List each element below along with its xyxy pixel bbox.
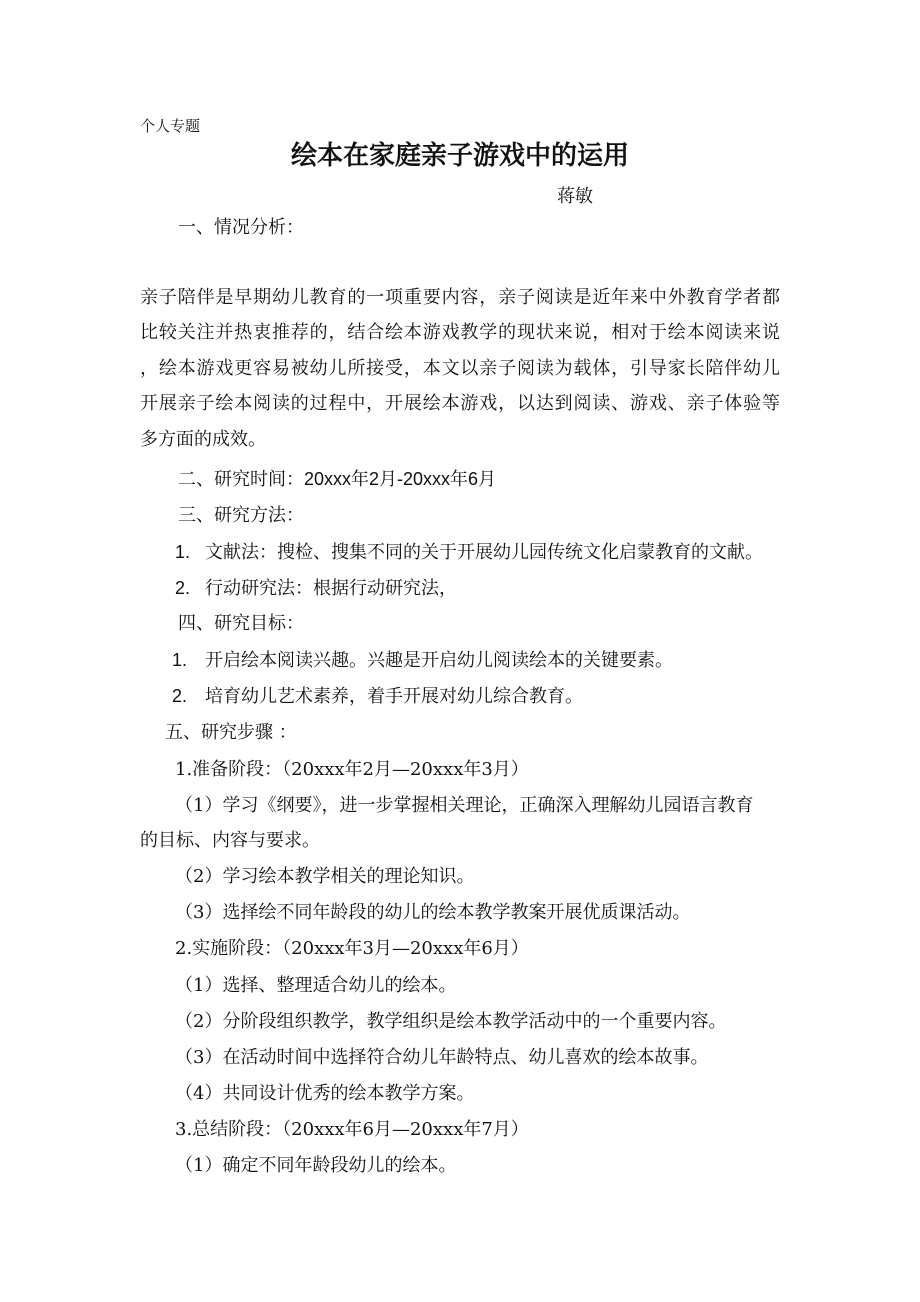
author: 蒋敏	[557, 186, 593, 207]
paragraph-line: 多方面的成效。	[140, 429, 266, 450]
phase-title: 3.总结阶段：（20xxx年6月—20xxx年7月）	[175, 1119, 529, 1140]
list-number: 1.	[172, 650, 188, 670]
list-text: 行动研究法：根据行动研究法，	[205, 578, 457, 599]
paragraph-line: 比较关注并热衷推荐的，结合绘本游戏教学的现状来说，相对于绘本阅读来说	[140, 322, 780, 343]
phase-title: 1.准备阶段：（20xxx年2月—20xxx年3月）	[175, 759, 529, 780]
section-heading: 三、研究方法：	[178, 505, 304, 526]
list-number: 2.	[175, 578, 191, 598]
section-heading: 一、情况分析：	[178, 217, 304, 238]
paragraph-line: ，绘本游戏更容易被幼儿所接受，本文以亲子阅读为载体，引导家长陪伴幼儿	[140, 358, 780, 379]
step-item: （1）确定不同年龄段幼儿的绘本。	[175, 1155, 457, 1176]
header-label: 个人专题	[140, 117, 201, 135]
document-title: 绘本在家庭亲子游戏中的运用	[290, 141, 629, 171]
list-number: 1.	[175, 542, 191, 562]
list-item	[172, 684, 583, 709]
paragraph-line: 亲子陪伴是早期幼儿教育的一项重要内容，亲子阅读是近年来中外教育学者都	[140, 287, 780, 308]
section-heading: 四、研究目标：	[178, 613, 304, 634]
step-item: （1）选择、整理适合幼儿的绘本。	[175, 975, 457, 996]
step-item: （3）选择绘不同年龄段的幼儿的绘本教学教案开展优质课活动。	[175, 902, 691, 923]
step-item: （1）学习《纲要》，进一步掌握相关理论，正确深入理解幼儿园语言教育	[175, 795, 754, 816]
list-item	[175, 576, 457, 601]
phase-title: 2.实施阶段：（20xxx年3月—20xxx年6月）	[175, 938, 529, 959]
list-text: 培育幼儿艺术素养，着手开展对幼儿综合教育。	[205, 686, 583, 707]
step-item: （4）共同设计优秀的绘本教学方案。	[175, 1083, 475, 1104]
step-item-continued: 的目标、内容与要求。	[140, 830, 320, 851]
list-text: 文献法：搜检、搜集不同的关于开展幼儿园传统文化启蒙教育的文献。	[205, 542, 763, 563]
step-item: （2）分阶段组织教学，教学组织是绘本教学活动中的一个重要内容。	[175, 1011, 727, 1032]
section-heading	[178, 467, 496, 492]
paragraph-line: 开展亲子绘本阅读的过程中，开展绘本游戏，以达到阅读、游戏、亲子体验等	[140, 393, 780, 414]
list-number: 2.	[172, 686, 188, 706]
list-text: 开启绘本阅读兴趣。兴趣是开启幼儿阅读绘本的关键要素。	[205, 650, 673, 671]
list-item	[175, 540, 763, 565]
step-item: （2）学习绘本教学相关的理论知识。	[175, 866, 475, 887]
list-item	[172, 648, 673, 673]
section-heading: 五、研究步骤 ：	[165, 722, 297, 743]
step-item: （3）在活动时间中选择符合幼儿年龄特点、幼儿喜欢的绘本故事。	[175, 1047, 709, 1068]
research-time: 20xxx年2月-20xxx年6月	[304, 469, 497, 489]
heading-text: 二、研究时间：	[178, 469, 304, 490]
